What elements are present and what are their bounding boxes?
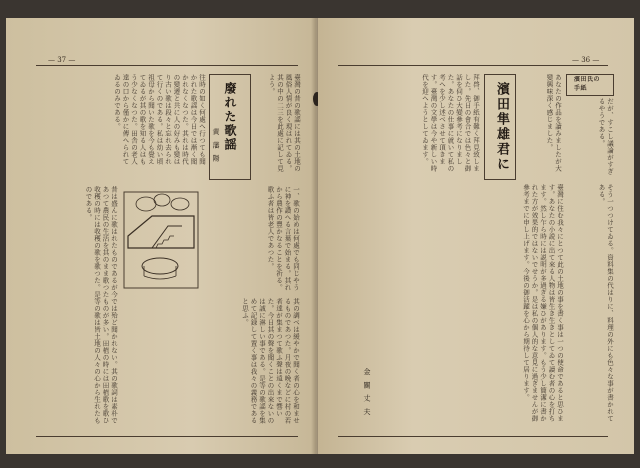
right-page-number: — 36 — bbox=[572, 56, 600, 64]
left-title: 廢れた歌謡 bbox=[223, 82, 237, 152]
left-bottom-rule bbox=[36, 436, 298, 437]
left-right-of-illustration-text: 一、歌の始めは何處でも同じやうに神を讚へる言葉で始まる。其れから農作の豐かなることを祈る。歌ふ者は皆老人であつた。 bbox=[266, 186, 300, 291]
left-lower-body-text: 昔は盛んに歌はれたものであるが今では殆ど聞かれない。其の歌詞は素朴であつて農民の生活を其のまま歌つたものが多い。田植の時には田植歌を歌ひ收穫の時には收穫の歌を歌つた。是等の歌は皆土地の人々の心から生れたものである。 bbox=[84, 186, 118, 424]
right-lower-body-text: 臺灣に住む我々にとつて此の土地の事を書く事は一つの使命であると思ひます。あなたの小説に出て來る人物は皆生き生きとしてゐて讀む者の心を打ちます。然し乍ら時には説明が多過ぎる嫌ひがあります。もう少し簡潔に書かれた方が效果的ではないでせうか。是は私の個人的な意見に過ぎませんが御參考までに申し上げます。今後の御活躍を心から期待して居ります。 bbox=[522, 184, 564, 422]
right-bottom-rule bbox=[338, 436, 608, 437]
left-page-number: — 37 — bbox=[48, 56, 76, 64]
left-top-rule bbox=[36, 65, 298, 66]
right-upper-body-text: 拜啓、御手紙有難く拜見致しました。先日の會合では色々と御話を伺ひ大變參考になりました。あなたの仕事に就いて私の考へを少し述べさせて頂きます。臺灣の文學は今や新しい時代を迎へようとしてゐます。 bbox=[421, 74, 480, 172]
left-bottom-text: 其の調べは緩やかで聞く者の心を和ませるものであつた。月夜の晩などに村の若者達が集まつて歌ふ聲は遠くまで響いた。今日其の聲を聞くことの出來ないのは誠に淋しい事である。是等の歌謡を集めて記録して置く事は我々の義務であると思ふ。 bbox=[241, 298, 300, 424]
open-book-spread bbox=[6, 18, 634, 454]
right-top-rule bbox=[338, 65, 608, 66]
right-page bbox=[318, 18, 634, 454]
house-illustration bbox=[122, 186, 200, 292]
left-page bbox=[6, 18, 316, 454]
right-small-heading: 濱田氏の手紙 bbox=[574, 76, 601, 92]
right-column-lower-text: そう一つつけてゐる。資料集の代はりに、料理の外にも色々な事が書かれてある。 bbox=[597, 184, 614, 422]
right-author: 金 關 丈 夫 bbox=[363, 368, 371, 417]
left-intro-text: 臺灣の昔の歌謡には其の土地の風俗人情が良く現はれてゐる。其の中の二三を此處に記して見よう。 bbox=[267, 74, 301, 172]
right-title-side-text: あなたの作品を讀みましたが大變興味深く感じました。 bbox=[545, 74, 562, 172]
right-title: 濱田隼雄君に bbox=[494, 82, 509, 172]
left-author: 黄 藩 陽 bbox=[212, 128, 220, 164]
left-upper-body-text: 往時の如く何處へ行つても聞かれた歌謡は今日では漸く聞かれなくなつた。其れは時代の變遷と共に人の好みも變はり古い歌は段々と忘れ去られて行くのである。私は幼い頃祖母から聞いた歌を今も覺えてゐるが其の歌を知る人はもう少なくなつた。田舎の老人達の口から僅かに傳へられてゐるのみである。 bbox=[113, 74, 206, 165]
right-column-upper-text: だが、すこし議論がすぎるやうである。 bbox=[597, 98, 614, 175]
